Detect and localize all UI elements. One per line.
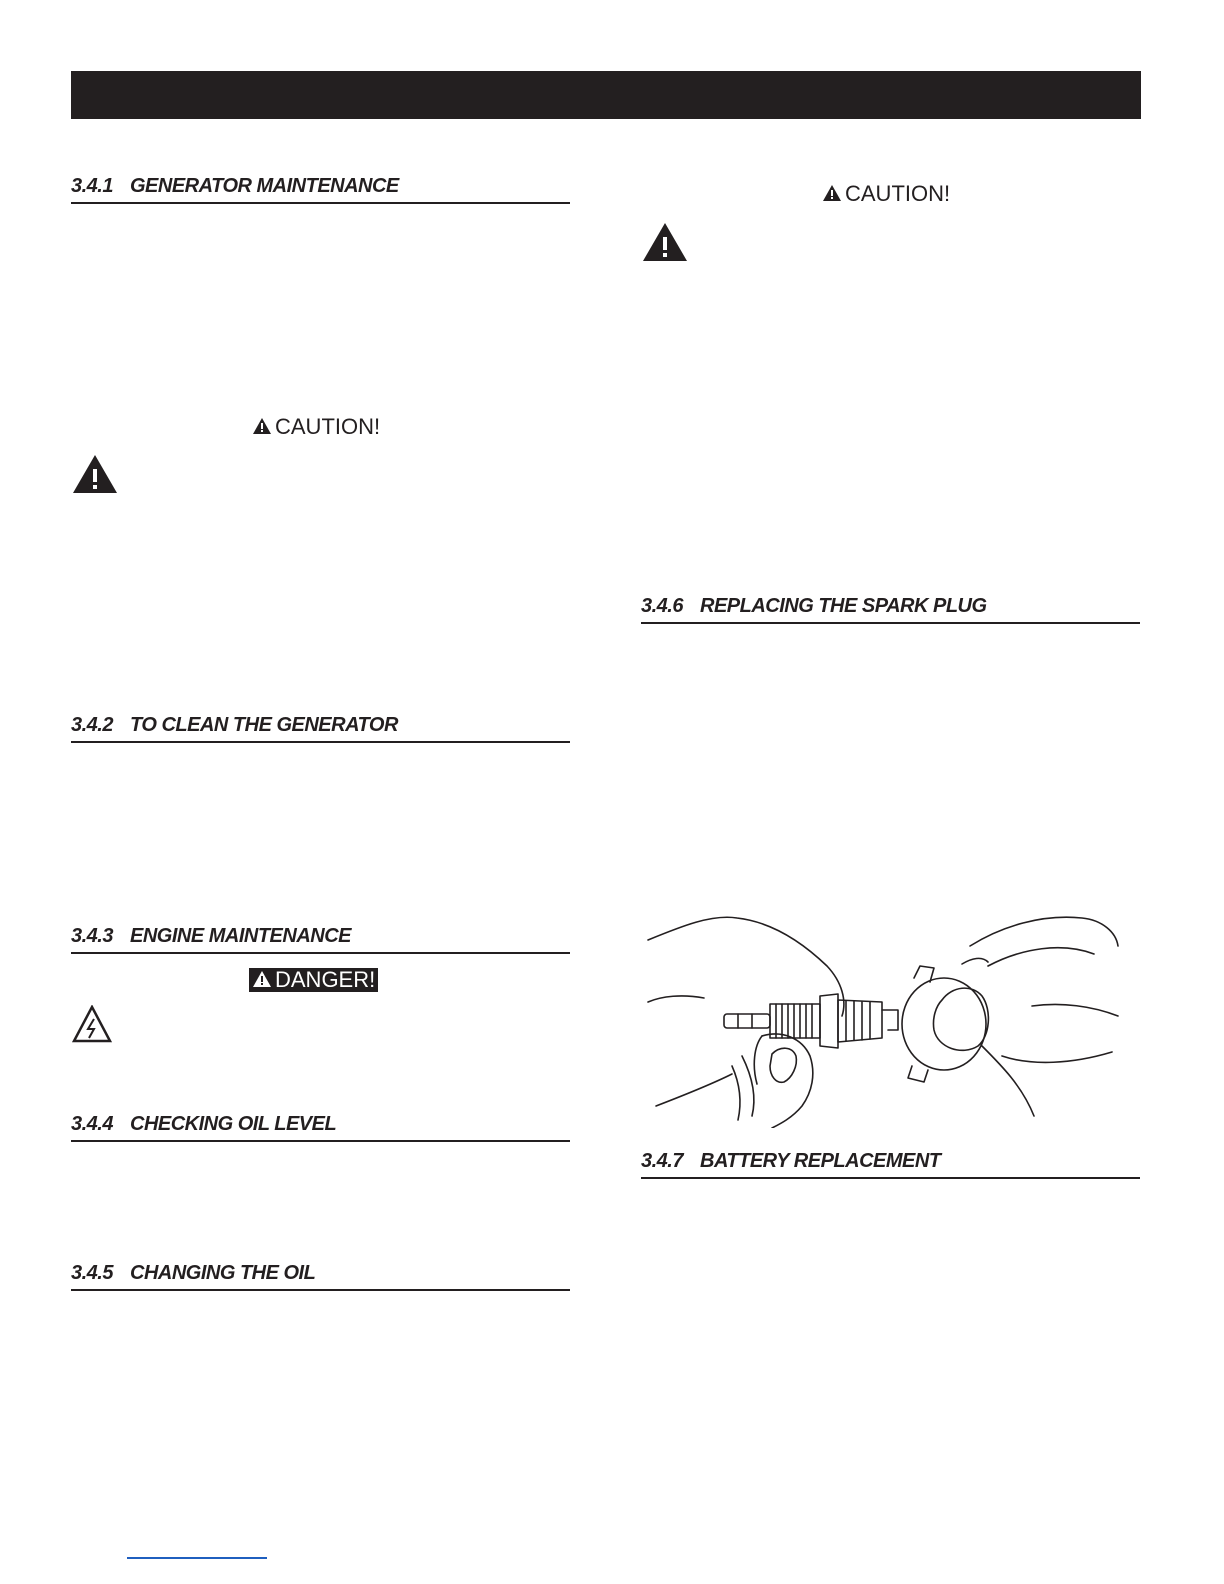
danger-signal [249,968,378,992]
section-number: 3.4.1 [71,175,113,197]
section-title: GENERATOR MAINTENANCE [130,175,399,197]
section-title: CHECKING OIL LEVEL [130,1113,337,1135]
section-title: CHANGING THE OIL [130,1262,316,1284]
section-title: BATTERY REPLACEMENT [700,1150,941,1172]
warning-triangle-icon [822,184,842,202]
section-heading-3-4-7 [641,1147,1140,1179]
section-heading-3-4-2 [71,711,570,743]
section-number: 3.4.2 [71,714,113,736]
section-number: 3.4.7 [641,1150,683,1172]
section-title: REPLACING THE SPARK PLUG [700,595,987,617]
header-bar [71,71,1141,119]
section-heading-3-4-3 [71,922,570,954]
caution-signal-right [822,181,950,207]
caution-label: CAUTION! [845,181,951,206]
section-heading-3-4-4 [71,1110,570,1142]
section-number: 3.4.6 [641,595,683,617]
section-title: TO CLEAN THE GENERATOR [130,714,398,736]
warning-triangle-icon [72,454,118,494]
caution-label: CAUTION! [275,414,381,439]
section-number: 3.4.3 [71,925,113,947]
spark-plug-gap-illustration [642,906,1122,1128]
section-number: 3.4.4 [71,1113,113,1135]
section-title: ENGINE MAINTENANCE [130,925,352,947]
caution-signal-left [252,414,380,440]
warning-triangle-icon [642,222,688,262]
warning-triangle-icon [252,417,272,435]
footer-link-underline[interactable] [127,1557,267,1559]
section-number: 3.4.5 [71,1262,113,1284]
danger-label: DANGER! [275,967,376,992]
warning-triangle-icon [252,970,272,988]
section-heading-3-4-6 [641,592,1140,624]
section-heading-3-4-1 [71,172,570,204]
section-heading-3-4-5 [71,1259,570,1291]
electrical-hazard-icon [72,1005,112,1043]
